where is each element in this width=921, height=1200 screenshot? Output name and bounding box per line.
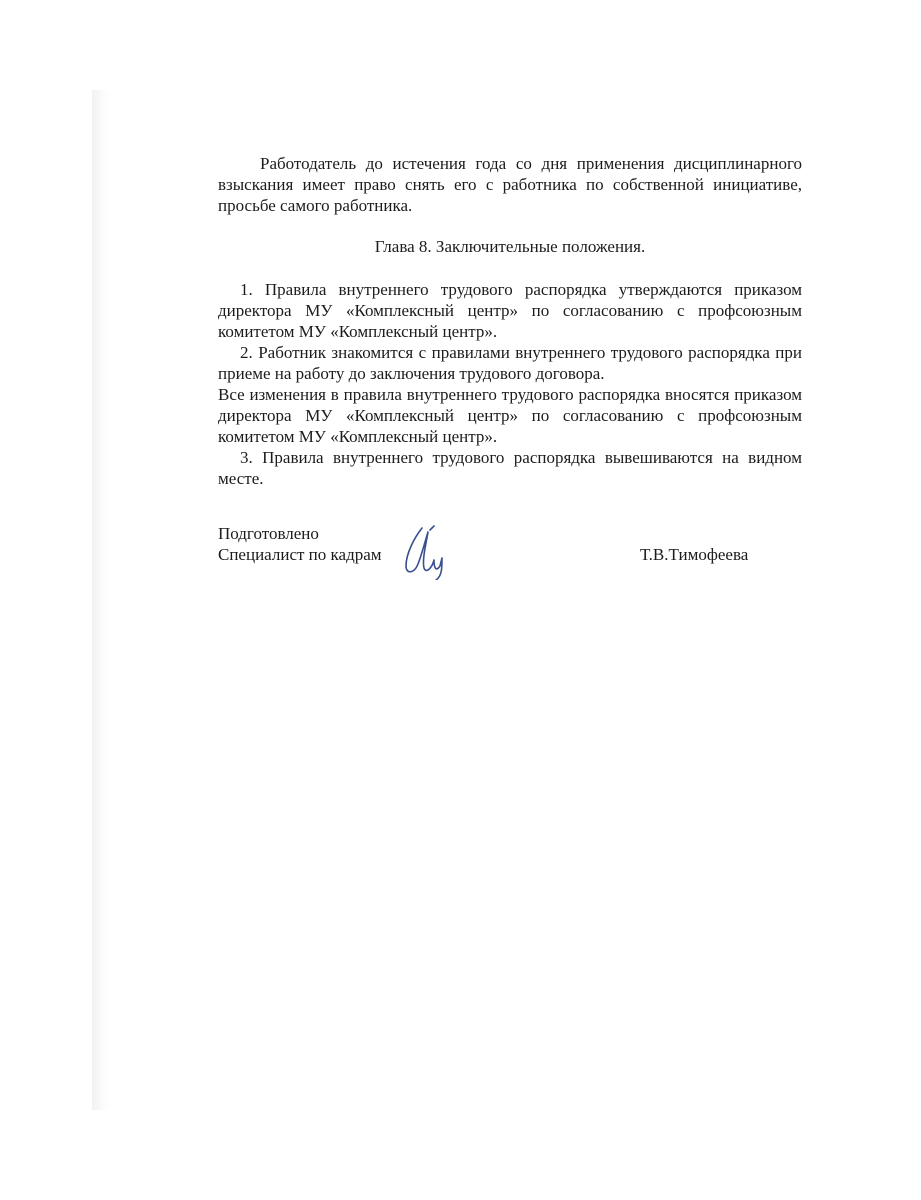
list-item-2-continuation: Все изменения в правила внутреннего трудового распорядка вносятся приказом директора МУ «Комплексный центр» по согласованию с профсоюзным комитетом МУ «Комплексный центр». bbox=[218, 385, 802, 446]
list-item-2: 2. Работник знакомится с правилами внутреннего трудового распорядка при приеме на работу до заключения трудового договора. bbox=[218, 343, 802, 383]
prepared-label: Подготовлено bbox=[218, 524, 319, 543]
signer-name: Т.В.Тимофеева bbox=[640, 545, 749, 564]
paragraph-disciplinary bbox=[218, 153, 802, 216]
handwritten-signature-icon bbox=[400, 524, 452, 580]
position-label: Специалист по кадрам bbox=[218, 545, 382, 564]
chapter-title: Глава 8. Заключительные положения. bbox=[374, 237, 646, 256]
paragraph-text: Работодатель до истечения года со дня применения дисциплинарного взыскания имеет право снять его с работника по собственной инициативе, просьбе самого работника. bbox=[218, 154, 802, 215]
list-item-1: 1. Правила внутреннего трудового распорядка утверждаются приказом директора МУ «Комплексный центр» по согласованию с профсоюзным комитетом МУ «Комплексный центр». bbox=[218, 280, 802, 341]
final-provisions-list bbox=[218, 279, 802, 489]
list-item-3: 3. Правила внутреннего трудового распорядка вывешиваются на видном месте. bbox=[218, 448, 802, 488]
scan-edge-shadow bbox=[92, 90, 110, 1110]
